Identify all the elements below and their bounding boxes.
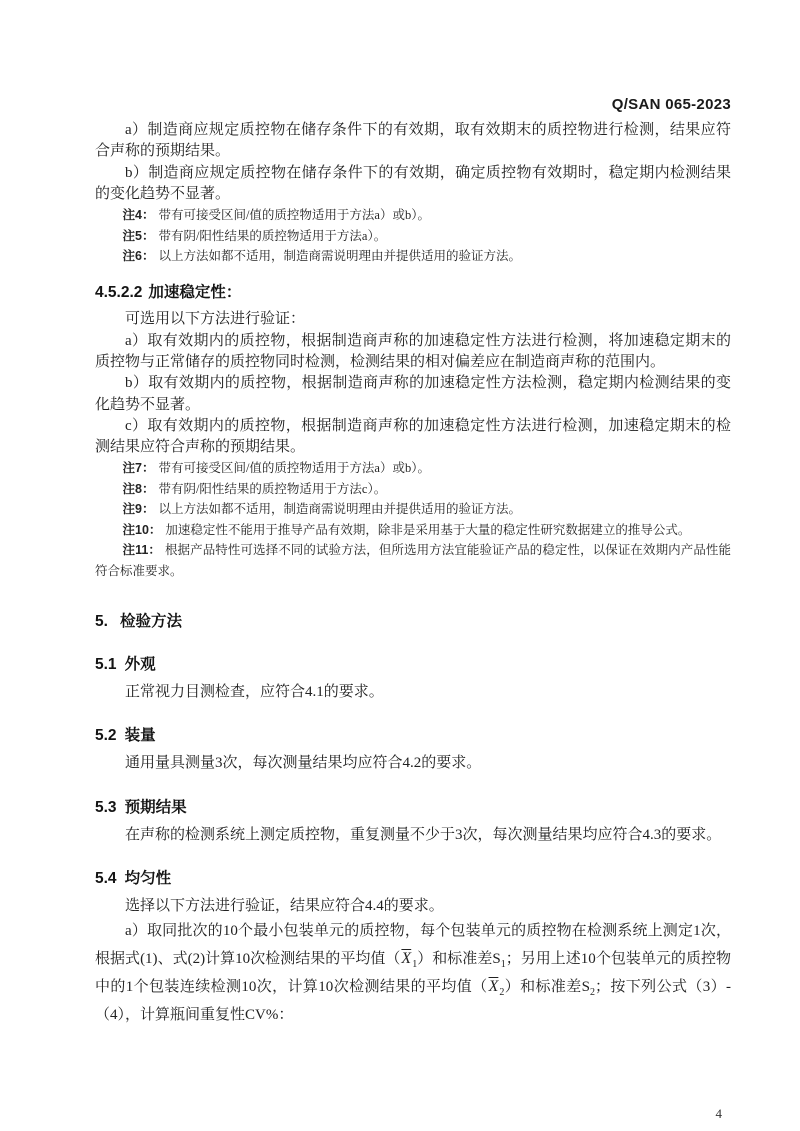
xbar-1-subscript: 1 <box>412 959 418 971</box>
heading-5-title: 检验方法 <box>119 612 182 630</box>
shelf-life-item-a: a）制造商应规定质控物在储存条件下的有效期，取有效期末的质控物进行检测，结果应符合声称的预期结果。 <box>95 122 731 160</box>
note-5 <box>95 226 731 246</box>
note-11 <box>95 540 731 581</box>
heading-5-1-title: 外观 <box>124 655 156 673</box>
heading-5-2-number: 5.2 <box>95 727 117 745</box>
uniformity-seg5: ；按下列公式（3）-（4），计算瓶间重复性CV%： <box>95 979 731 1024</box>
uniformity-intro: 选择以下方法进行验证，结果应符合4.4的要求。 <box>125 897 444 914</box>
heading-4-5-2-2-number: 4.5.2.2 <box>95 284 143 302</box>
appearance-body: 正常视力目测检查，应符合4.1的要求。 <box>125 683 384 700</box>
note-9-text: 以上方法如都不适用，制造商需说明理由并提供适用的验证方法。 <box>158 502 521 517</box>
note-6-text: 以上方法如都不适用，制造商需说明理由并提供适用的验证方法。 <box>158 249 521 263</box>
heading-5-4-title: 均匀性 <box>124 869 172 887</box>
note-9-label: 注9： <box>122 502 155 517</box>
note-11-label: 注11： <box>122 543 161 558</box>
xbar-2-symbol: $\overline{X}$ <box>488 978 499 996</box>
note-10-text: 加速稳定性不能用于推导产品有效期，除非是采用基于大量的稳定性研究数据建立的推导公式。 <box>165 522 691 537</box>
uniformity-item-a <box>95 917 731 1029</box>
uniformity-seg1: a）取同批次的10个最小包装单元的质控物，每个包装单元的质控物在检测系统上测定1次，根据式(1)、式(2)计算10次检测结果的平均值（ <box>95 923 731 968</box>
doc-number: Q/SAN 065-2023 <box>611 96 731 113</box>
note-11-text: 根据产品特性可选择不同的试验方法，但所选用方法宜能验证产品的稳定性，以保证在效期内产品性能符合标准要求。 <box>95 543 731 578</box>
heading-5-3-number: 5.3 <box>95 798 117 816</box>
volume-body: 通用量具测量3次，每次测量结果均应符合4.2的要求。 <box>125 755 482 772</box>
note-7 <box>95 458 731 478</box>
expected-result-body: 在声称的检测系统上测定质控物，重复测量不少于3次，每次测量结果均应符合4.3的要求。 <box>125 826 722 843</box>
accelerated-stability-item-c: c）取有效期内的质控物，根据制造商声称的加速稳定性方法进行检测，加速稳定期末的检测结果应符合声称的预期结果。 <box>95 417 731 456</box>
note-10 <box>95 520 731 540</box>
accelerated-stability-item-a: a）取有效期内的质控物，根据制造商声称的加速稳定性方法进行检测，将加速稳定期末的质控物与正常储存的质控物同时检测，检测结果的相对偏差应在制造商声称的范围内。 <box>95 332 731 370</box>
note-4 <box>95 205 731 225</box>
note-6 <box>95 246 731 266</box>
heading-5-4 <box>95 868 731 889</box>
uniformity-seg4: ）和标准差S <box>504 979 591 996</box>
note-8-text: 带有阴/阳性结果的质控物适用于方法c）。 <box>158 481 387 496</box>
note-10-label: 注10： <box>122 522 162 537</box>
uniformity-seg2: ）和标准差S <box>417 951 501 968</box>
s2-subscript: 2 <box>590 987 596 999</box>
note-8 <box>95 479 731 499</box>
note-7-text: 带有可接受区间/值的质控物适用于方法a）或b）。 <box>158 461 430 476</box>
note-7-label: 注7： <box>122 461 155 476</box>
accelerated-stability-intro: 可选用以下方法进行验证： <box>125 311 306 328</box>
note-4-text: 带有可接受区间/值的质控物适用于方法a）或b）。 <box>158 208 430 223</box>
heading-4-5-2-2 <box>95 282 731 303</box>
heading-5-1-number: 5.1 <box>95 655 117 673</box>
note-5-text: 带有阴/阳性结果的质控物适用于方法a）。 <box>158 228 387 243</box>
heading-5-number: 5. <box>95 612 108 630</box>
heading-5-3 <box>95 797 731 818</box>
heading-5-3-title: 预期结果 <box>124 798 187 816</box>
heading-5-1 <box>95 654 731 675</box>
shelf-life-item-b: b）制造商应规定质控物在储存条件下的有效期，确定质控物有效期时，稳定期内检测结果的变化趋势不显著。 <box>95 164 731 202</box>
accelerated-stability-item-b: b）取有效期内的质控物，根据制造商声称的加速稳定性方法检测，稳定期内检测结果的变化趋势不显著。 <box>95 375 731 413</box>
note-6-label: 注6： <box>122 249 155 263</box>
page-content <box>95 97 731 1029</box>
heading-5-2-title: 装量 <box>124 727 156 745</box>
heading-5 <box>95 611 731 632</box>
page-number: 4 <box>715 1106 722 1121</box>
note-5-label: 注5： <box>122 228 155 243</box>
heading-4-5-2-2-title: 加速稳定性： <box>148 284 242 302</box>
heading-5-4-number: 5.4 <box>95 869 117 887</box>
note-9 <box>95 499 731 519</box>
note-4-label: 注4： <box>122 208 155 223</box>
note-8-label: 注8： <box>122 481 155 496</box>
heading-5-2 <box>95 725 731 746</box>
uniformity-seg3: ；另用上述10个包装单元的质控物中的1个包装连续检测10次，计算10次检测结果的平均值（ <box>95 951 731 996</box>
s1-subscript: 1 <box>500 959 506 971</box>
xbar-2-subscript: 2 <box>499 987 505 999</box>
xbar-1-symbol: $\overline{X}$ <box>401 950 412 968</box>
